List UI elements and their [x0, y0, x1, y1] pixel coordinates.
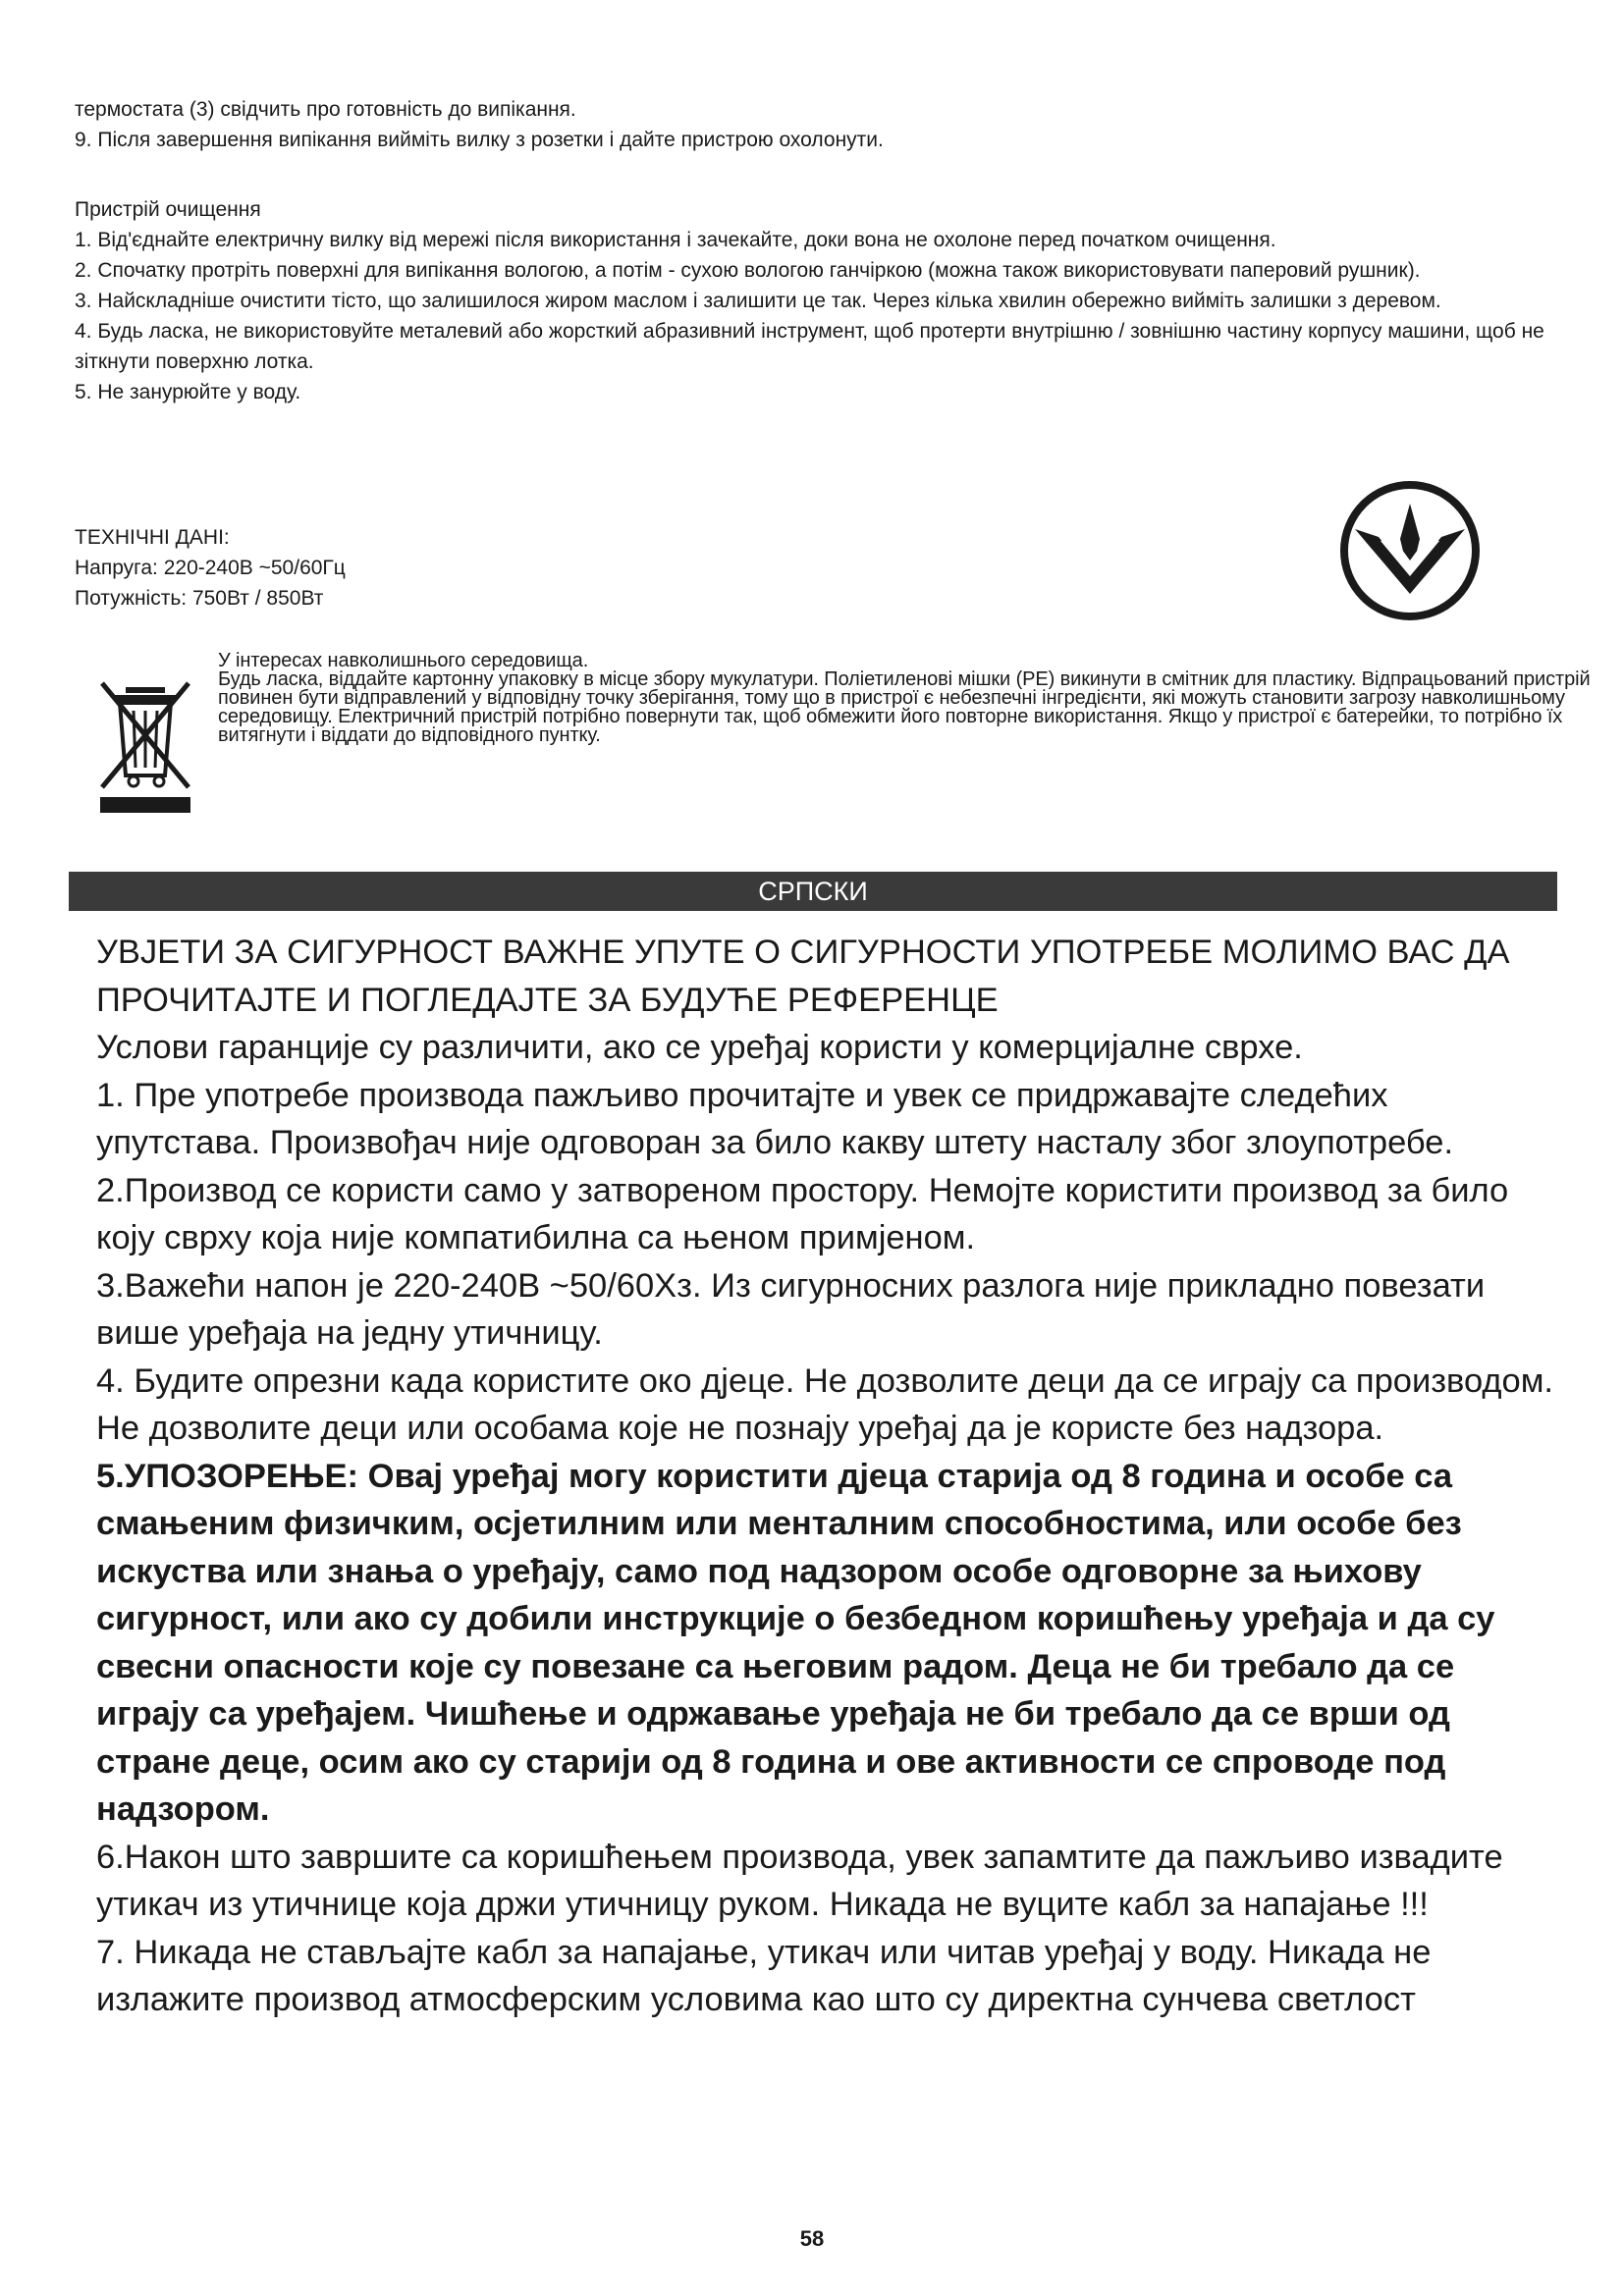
safety-item-1: 1. Пре употребе производа пажљиво прочитајте и увек се придржавајте следећих упутстава. Произвођач није одговоран за било какву штету насталу због злоупотребе.: [96, 1076, 1454, 1161]
cleaning-heading: Пристрій очищення: [75, 198, 261, 221]
cleaning-item: 4. Будь ласка, не використовуйте металевий або жорсткий абразивний інструмент, щоб протерти внутрішню / зовнішню частину корпусу машини, щоб не зіткнути поверхню лотка.: [75, 320, 1544, 373]
cleaning-item: 5. Не занурюйте у воду.: [75, 381, 301, 403]
page-number: 58: [799, 2226, 825, 2251]
safety-heading: УВЈЕТИ ЗА СИГУРНОСТ ВАЖНЕ УПУТЕ О СИГУРНОСТИ УПОТРЕБЕ МОЛИМО ВАС ДА ПРОЧИТАЈТЕ И ПОГЛЕДАЈТЕ ЗА БУДУЋЕ РЕФЕРЕНЦЕ: [96, 934, 1510, 1019]
safety-item-4: 4. Будите опрезни када користите око дјеце. Не дозволите деци да се играју са производом. Не дозволите деци или особама које не познају уређај да је користе без надзора.: [96, 1362, 1554, 1447]
continued-instructions: [75, 94, 1557, 155]
cleaning-item: 2. Спочатку протріть поверхні для випікання вологою, а потім - сухою вологою ганчіркою (можна також використовувати паперовий рушник).: [75, 259, 1421, 282]
serbian-safety-instructions: [96, 929, 1559, 2024]
recycling-text: [218, 652, 1612, 745]
recycling-notice: [98, 650, 1591, 838]
warranty-note: Услови гаранције су различити, ако се уређај користи у комерцијалне сврхе.: [96, 1029, 1303, 1066]
recycling-heading: У інтересах навколишнього середовища.: [218, 650, 589, 671]
ukrainian-certification-mark-icon: [1337, 478, 1483, 623]
instruction-line: 9. Після завершення випікання вийміть вилку з розетки і дайте пристрою охолонути.: [75, 129, 884, 151]
safety-item-6: 6.Након што завршите са коришћењем производа, увек запамтите да пажљиво извадите утикач из утичнице која држи утичницу руком. Никада не вуците кабл за напајање !!!: [96, 1838, 1503, 1923]
cleaning-item: 3. Найскладніше очистити тісто, що залишилося жиром маслом і залишити це так. Через кілька хвилин обережно вийміть залишки з деревом.: [75, 290, 1441, 312]
safety-item-7: 7. Никада не стављајте кабл за напајање, утикач или читав уређај у воду. Никада не излажите производ атмосферским условима као што су директна сунчева светлост: [96, 1933, 1432, 2018]
recycling-body: Будь ласка, віддайте картонну упаковку в місце збору мукулатури. Поліетиленові мішки (РЕ) викинути в смітник для пластику. Відпрацьований пристрій повинен бути відправлений у відповідну точку зберігання, тому що в пристрої є небезпечні інгредієнти, які можуть становити загрозу навколишньому середовищу. Електричний пристрій потрібно повернути так, щоб обмежити його повторне використання. Якщо у пристрої є батерейки, то потрібно їх витягнути і віддати до відповідного пунтку.: [218, 668, 1591, 746]
technical-data: [75, 522, 1557, 614]
cleaning-section: [75, 194, 1557, 407]
tech-voltage: Напруга: 220-240В ~50/60Гц: [75, 557, 346, 579]
crossed-out-bin-icon: [98, 679, 192, 815]
tech-heading: ТЕХНІЧНІ ДАНІ:: [75, 526, 230, 549]
safety-item-3: 3.Важећи напон је 220-240В ~50/60Хз. Из сигурносних разлога није прикладно повезати више уређаја на једну утичницу.: [96, 1266, 1486, 1352]
safety-item-2: 2.Производ се користи само у затвореном простору. Немојте користити производ за било коју сврху која није компатибилна са њеном примјеном.: [96, 1171, 1509, 1256]
tech-power: Потужність: 750Вт / 850Вт: [75, 587, 324, 610]
instruction-line: термостата (3) свідчить про готовність до випікання.: [75, 98, 576, 121]
language-section-bar: [69, 872, 1557, 911]
cleaning-item: 1. Від'єднайте електричну вилку від мережі після використання і зачекайте, доки вона не охолоне перед початком очищення.: [75, 229, 1276, 251]
section-title: СРПСКИ: [758, 877, 868, 906]
safety-item-5-warning: 5.УПОЗОРЕЊЕ: Овај уређај могу користити дјеца старија од 8 година и особе са смањеним физичким, осјетилним или менталним способностима, или особе без искуства или знања о уређају, само под надзором особе одговорне за њихову сигурност, или ако су добили инструкције о безбедном коришћењу уређаја и да су свесни опасности које су повезане са његовим радом. Деца не би требало да се играју са уређајем. Чишћење и одржавање уређаја не би требало да се врши од стране деце, осим ако су старији од 8 година и ове активности се спроводе под надзором.: [96, 1457, 1495, 1828]
